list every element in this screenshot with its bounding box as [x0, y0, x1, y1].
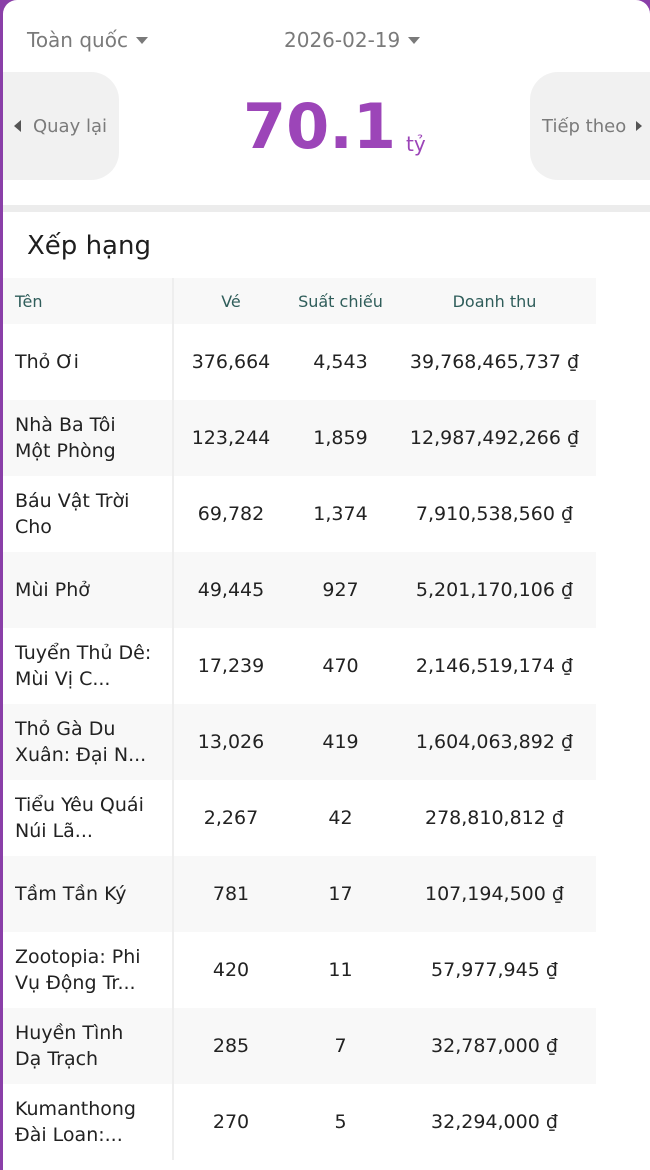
movie-name-text: Mùi Phở	[15, 579, 90, 601]
movie-name-text: Tiểu Yêu Quái Núi Lã...	[15, 794, 144, 842]
ranking-title: Xếp hạng	[27, 231, 151, 261]
triangle-right-icon	[636, 121, 642, 131]
shows-cell: 11	[328, 959, 353, 981]
app-frame	[3, 0, 650, 1170]
region-label: Toàn quốc	[27, 28, 128, 52]
movie-name-text: Tầm Tần Ký	[15, 883, 127, 905]
revenue-cell: 107,194,500 ₫	[393, 856, 596, 932]
movie-name	[3, 780, 173, 856]
tickets-cell: 69,782	[197, 503, 265, 525]
shows-cell: 419	[288, 704, 393, 780]
table-row[interactable]	[3, 1008, 596, 1084]
revenue-cell: 1,604,063,892 ₫	[393, 704, 596, 780]
table-row[interactable]	[3, 476, 596, 552]
movie-name-text: Zootopia: Phi Vụ Động Tr...	[15, 946, 141, 994]
movie-name	[3, 628, 173, 704]
movie-name	[3, 476, 173, 552]
shows-cell: 42	[328, 807, 353, 829]
triangle-left-icon	[14, 120, 21, 132]
movie-name-text: Báu Vật Trời Cho	[15, 490, 130, 538]
table-row[interactable]	[3, 400, 596, 476]
shows-cell: 1,374	[313, 503, 368, 525]
ranking-table	[3, 278, 596, 1160]
caret-down-icon	[408, 37, 420, 44]
shows-cell: 470	[322, 655, 359, 677]
revenue-cell: 57,977,945 ₫	[431, 959, 558, 981]
next-day-button[interactable]	[530, 72, 650, 180]
table-row[interactable]	[3, 780, 596, 856]
revenue-cell: 7,910,538,560 ₫	[415, 503, 574, 525]
column-header-revenue[interactable]: Doanh thu	[393, 278, 596, 324]
region-select[interactable]	[27, 28, 148, 52]
tickets-cell: 2,267	[203, 807, 259, 829]
tickets-cell: 285	[173, 1008, 288, 1084]
tickets-cell: 270	[212, 1111, 250, 1133]
next-label: Tiếp theo	[542, 115, 627, 137]
tickets-cell: 781	[173, 856, 288, 932]
movie-name	[3, 932, 173, 1008]
table-row[interactable]	[3, 704, 596, 780]
movie-name-text: Kumanthong Đài Loan:...	[15, 1098, 136, 1146]
caret-down-icon	[136, 37, 148, 44]
date-select[interactable]	[284, 28, 420, 52]
ranking-table-body	[3, 324, 596, 1160]
movie-name-text: Huyền Tình Dạ Trạch	[15, 1022, 124, 1070]
movie-name	[3, 552, 173, 628]
revenue-cell: 12,987,492,266 ₫	[393, 400, 596, 476]
movie-name-text: Tuyển Thủ Dê: Mùi Vị C...	[15, 642, 152, 690]
table-row[interactable]	[3, 1084, 596, 1160]
revenue-cell: 278,810,812 ₫	[424, 807, 564, 829]
tickets-cell: 420	[212, 959, 250, 981]
tickets-cell: 376,664	[191, 351, 271, 373]
previous-label: Quay lại	[32, 115, 107, 137]
table-row[interactable]	[3, 856, 596, 932]
movie-name	[3, 400, 173, 476]
movie-name-text: Thỏ Ơi	[15, 351, 79, 373]
shows-cell: 5	[334, 1111, 347, 1133]
table-row[interactable]	[3, 324, 596, 400]
table-row[interactable]	[3, 552, 596, 628]
revenue-cell: 32,294,000 ₫	[431, 1111, 558, 1133]
shows-cell: 927	[288, 552, 393, 628]
movie-name-text: Thỏ Gà Du Xuân: Đại N...	[15, 718, 147, 766]
column-header-tickets[interactable]: Vé	[173, 278, 288, 324]
revenue-cell: 5,201,170,106 ₫	[393, 552, 596, 628]
movie-name	[3, 1008, 173, 1084]
movie-name	[3, 1084, 173, 1160]
daily-total	[243, 92, 426, 162]
total-unit: tỷ	[405, 132, 426, 156]
section-divider	[3, 205, 650, 212]
filter-bar	[3, 28, 650, 56]
total-value: 70.1	[243, 90, 396, 163]
column-header-name[interactable]: Tên	[3, 278, 173, 324]
tickets-cell: 123,244	[173, 400, 288, 476]
shows-cell: 17	[288, 856, 393, 932]
revenue-cell: 32,787,000 ₫	[393, 1008, 596, 1084]
shows-cell: 1,859	[288, 400, 393, 476]
tickets-cell: 49,445	[173, 552, 288, 628]
shows-cell: 7	[288, 1008, 393, 1084]
previous-day-button[interactable]	[3, 72, 119, 180]
revenue-cell: 39,768,465,737 ₫	[409, 351, 580, 373]
tickets-cell: 13,026	[173, 704, 288, 780]
revenue-cell: 2,146,519,174 ₫	[415, 655, 574, 677]
movie-name	[3, 324, 173, 400]
movie-name	[3, 856, 173, 932]
table-row[interactable]	[3, 932, 596, 1008]
column-header-shows[interactable]: Suất chiếu	[288, 278, 393, 324]
tickets-cell: 17,239	[197, 655, 265, 677]
table-row[interactable]	[3, 628, 596, 704]
date-label: 2026-02-19	[284, 28, 401, 52]
movie-name-text: Nhà Ba Tôi Một Phòng	[15, 414, 116, 462]
shows-cell: 4,543	[313, 351, 368, 373]
table-header-row	[3, 278, 596, 324]
movie-name	[3, 704, 173, 780]
